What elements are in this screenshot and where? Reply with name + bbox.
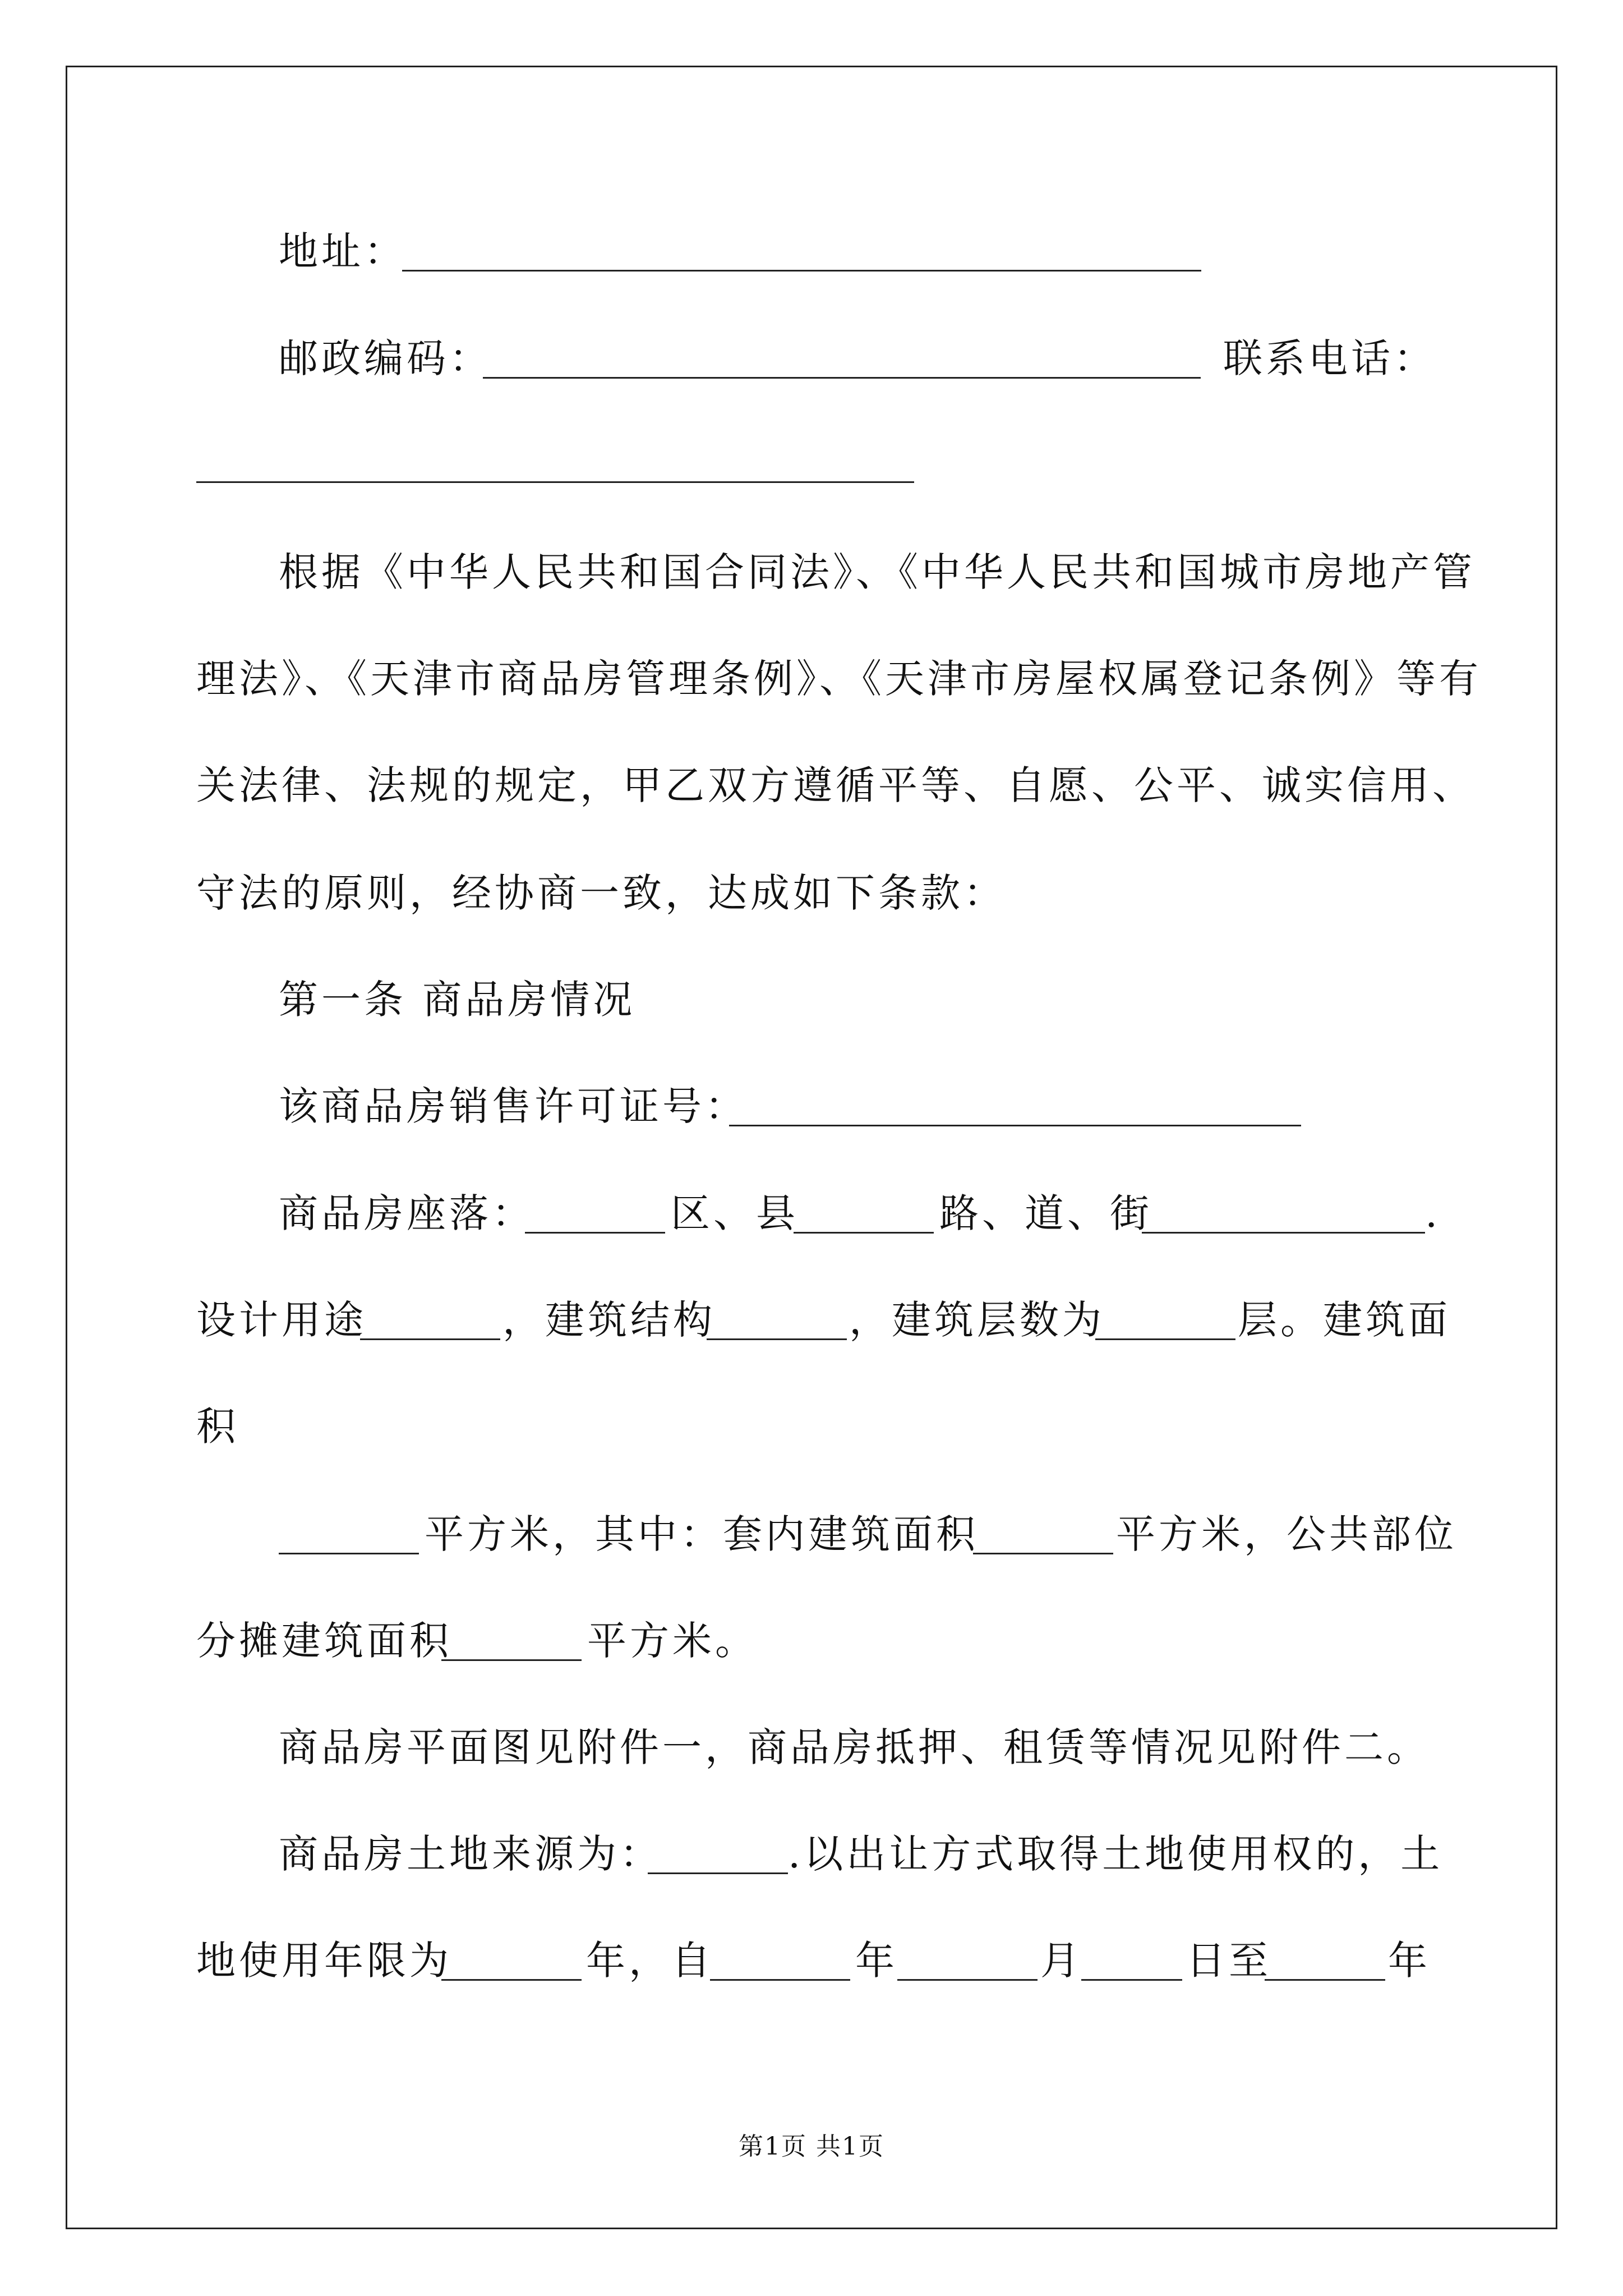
preamble-text-1: 根据《中华人民共和国合同法》、《中华人民共和国城市房地产管 <box>279 549 1476 595</box>
postcode-blank[interactable] <box>483 377 1201 379</box>
postcode-label: 邮政编码： <box>279 335 492 381</box>
structure-label: ，建筑结构 <box>502 1297 716 1343</box>
location-label: 商品房座落： <box>279 1190 534 1236</box>
license-blank[interactable] <box>729 1125 1301 1126</box>
start-day-label: 日至 <box>1186 1938 1271 1984</box>
page-footer: 第1页 共1页 <box>739 2132 884 2161</box>
end-year-label: 年 <box>1388 1938 1431 1984</box>
address-blank[interactable] <box>402 270 1201 272</box>
total-area-blank[interactable] <box>279 1553 419 1554</box>
attachments-text: 商品房平面图见附件一，商品房抵押、租赁等情况见附件二。 <box>279 1724 1430 1770</box>
shared-area-blank[interactable] <box>441 1659 582 1661</box>
structure-blank[interactable] <box>707 1338 847 1340</box>
district-blank[interactable] <box>525 1232 665 1234</box>
floors-blank[interactable] <box>1095 1338 1235 1340</box>
land-source-label: 商品房土地来源为： <box>279 1831 662 1877</box>
term-label: 地使用年限为 <box>196 1938 452 1984</box>
area-word: 积 <box>196 1404 239 1450</box>
phone-blank[interactable] <box>196 481 914 483</box>
start-year-blank[interactable] <box>710 1979 850 1981</box>
preamble-text-2: 理法》、《天津市商品房管理条例》、《天津市房屋权属登记条例》等有 <box>196 656 1482 702</box>
design-use-label: 设计用途 <box>196 1297 367 1343</box>
term-years-blank[interactable] <box>441 1979 582 1981</box>
floors-unit-label: 层。建筑面 <box>1238 1297 1451 1343</box>
road-label: 路、道、街 <box>939 1190 1152 1236</box>
preamble-text-3: 关法律、法规的规定，甲乙双方遵循平等、自愿、公平、诚实信用、 <box>196 762 1475 808</box>
end-year-blank[interactable] <box>1265 1979 1385 1981</box>
location-end: . <box>1425 1190 1441 1236</box>
design-use-blank[interactable] <box>360 1338 500 1340</box>
road-blank[interactable] <box>794 1232 934 1234</box>
license-label: 该商品房销售许可证号： <box>279 1083 748 1129</box>
inner-area-blank[interactable] <box>973 1553 1113 1554</box>
shared-area-label: 分摊建筑面积 <box>196 1618 452 1664</box>
preamble-text-4: 守法的原则，经协商一致，达成如下条款： <box>196 870 1006 916</box>
start-day-blank[interactable] <box>1081 1979 1182 1981</box>
land-source-blank[interactable] <box>648 1872 788 1874</box>
floors-label: ，建筑层数为 <box>849 1297 1105 1343</box>
public-area-label: 平方米，公共部位 <box>1116 1511 1457 1557</box>
start-month-blank[interactable] <box>897 1979 1038 1981</box>
start-month-label: 月 <box>1040 1938 1083 1984</box>
district-label: 区、县 <box>671 1190 799 1236</box>
start-year-label: 年 <box>855 1938 898 1984</box>
page-border <box>66 66 1557 2229</box>
phone-label: 联系电话： <box>1223 335 1436 381</box>
inner-area-label: 平方米，其中：套内建筑面积 <box>425 1511 979 1557</box>
street-blank[interactable] <box>1142 1232 1425 1234</box>
address-label: 地址： <box>279 228 407 274</box>
land-rest-text: .以出让方式取得土地使用权的，土 <box>788 1831 1444 1877</box>
term-year-label: 年，自 <box>586 1938 714 1984</box>
article-1-title-text: 第一条 商品房情况 <box>279 977 636 1023</box>
shared-area-unit: 平方米。 <box>587 1618 758 1664</box>
